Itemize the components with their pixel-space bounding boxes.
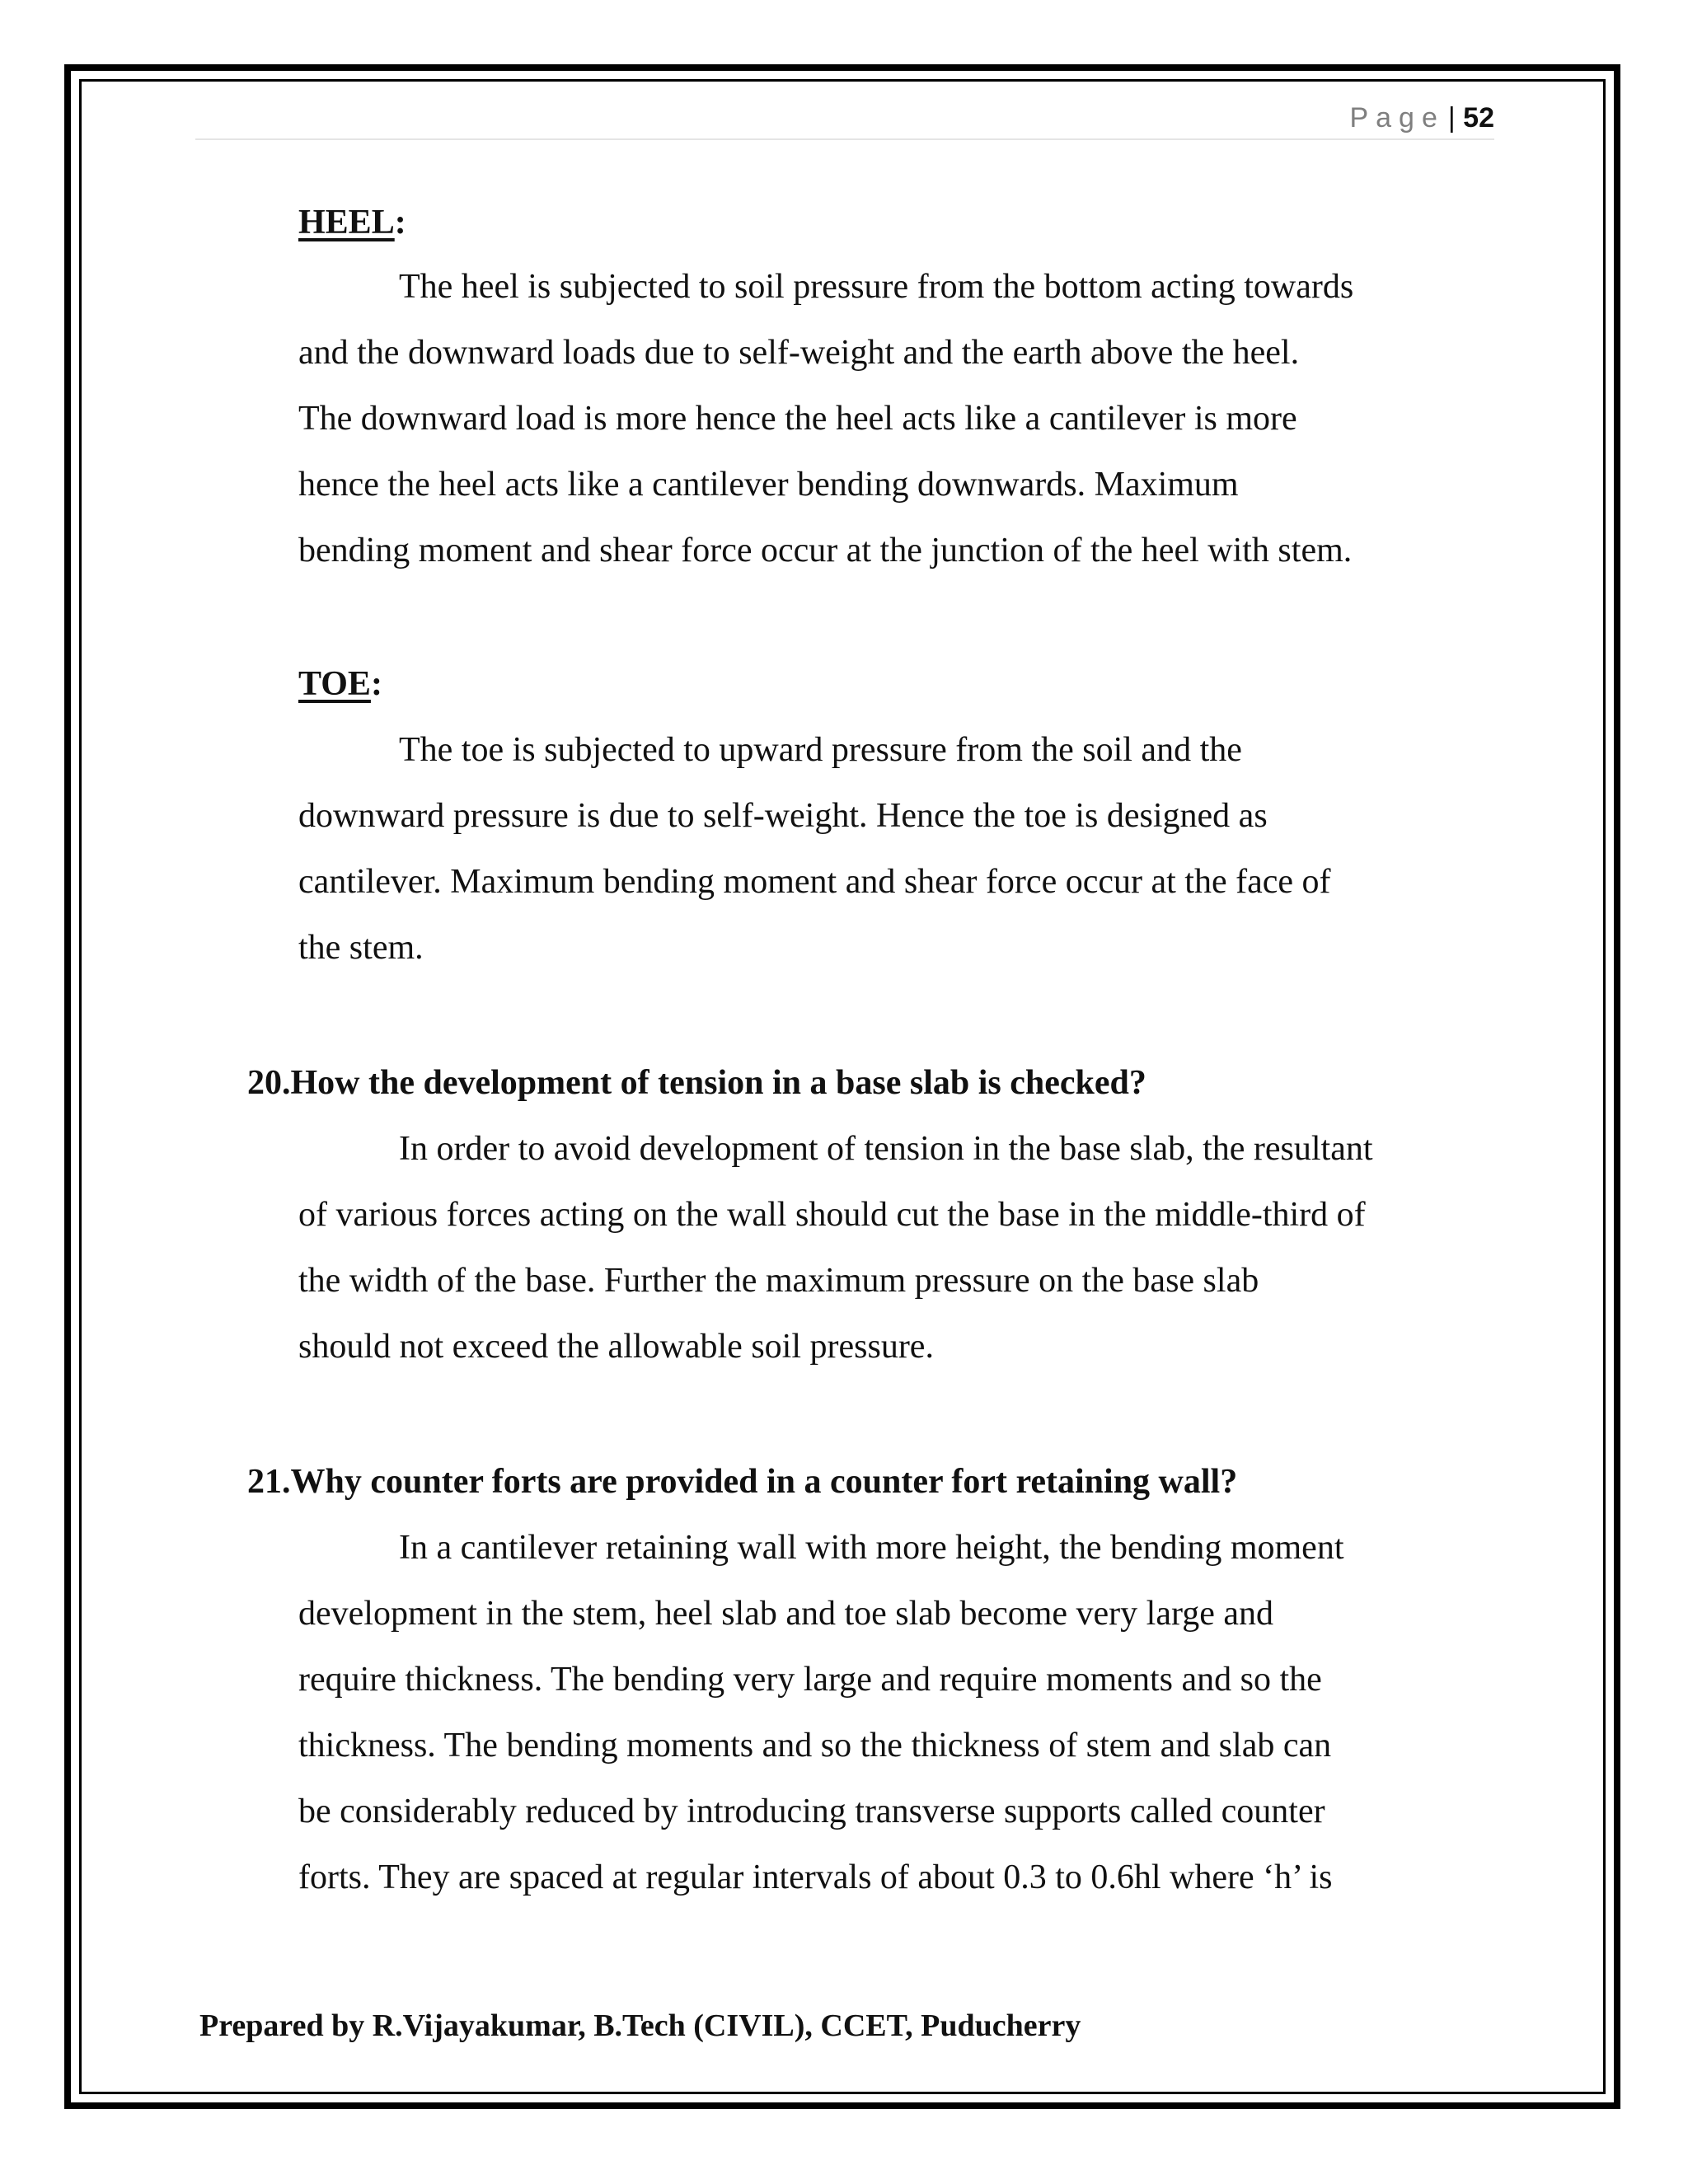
heel-line-5: bending moment and shear force occur at the junction of the heel with stem.: [298, 532, 1353, 569]
answer-20-line-3: the width of the base. Further the maximum pressure on the base slab: [298, 1262, 1259, 1300]
toe-colon: :: [370, 665, 382, 703]
toe-line-2: downward pressure is due to self-weight. Hence the toe is designed as: [298, 797, 1268, 835]
toe-line-1: The toe is subjected to upward pressure from the soil and the: [399, 731, 1242, 769]
heel-line-4: hence the heel acts like a cantilever bending downwards. Maximum: [298, 466, 1239, 504]
page-header: [195, 97, 1494, 140]
heel-colon: :: [394, 204, 406, 241]
heel-line-1: The heel is subjected to soil pressure from the bottom acting towards: [399, 268, 1354, 306]
answer-21-line-4: thickness. The bending moments and so the thickness of stem and slab can: [298, 1727, 1332, 1765]
answer-21-line-1: In a cantilever retaining wall with more height, the bending moment: [399, 1529, 1344, 1567]
question-20: 20.How the development of tension in a base slab is checked?: [247, 1064, 1146, 1102]
answer-21-line-6: forts. They are spaced at regular intervals of about 0.3 to 0.6hl where ‘h’ is: [298, 1858, 1333, 1896]
answer-21-line-3: require thickness. The bending very large and require moments and so the: [298, 1661, 1322, 1699]
toe-line-3: cantilever. Maximum bending moment and shear force occur at the face of: [298, 863, 1331, 901]
answer-20-line-2: of various forces acting on the wall should cut the base in the middle-third of: [298, 1196, 1366, 1234]
heel-title: HEEL: [298, 204, 395, 241]
heel-line-2: and the downward loads due to self-weight and the earth above the heel.: [298, 334, 1300, 372]
toe-title: TOE: [298, 665, 371, 703]
toe-heading: [298, 659, 382, 709]
page-label: Page: [1349, 102, 1445, 134]
toe-line-4: the stem.: [298, 929, 424, 967]
page-number: 52: [1463, 102, 1494, 134]
question-21: 21.Why counter forts are provided in a counter fort retaining wall?: [247, 1463, 1238, 1501]
answer-20-line-4: should not exceed the allowable soil pressure.: [298, 1328, 934, 1366]
heel-heading: [298, 198, 406, 247]
answer-20-line-1: In order to avoid development of tension in the base slab, the resultant: [399, 1130, 1373, 1168]
page-footer: Prepared by R.Vijayakumar, B.Tech (CIVIL), CCET, Puducherry: [199, 2008, 1081, 2043]
answer-21-line-2: development in the stem, heel slab and toe slab become very large and: [298, 1595, 1273, 1633]
heel-line-3: The downward load is more hence the heel acts like a cantilever is more: [298, 400, 1297, 438]
page-separator: |: [1447, 102, 1456, 134]
answer-21-line-5: be considerably reduced by introducing transverse supports called counter: [298, 1793, 1325, 1830]
